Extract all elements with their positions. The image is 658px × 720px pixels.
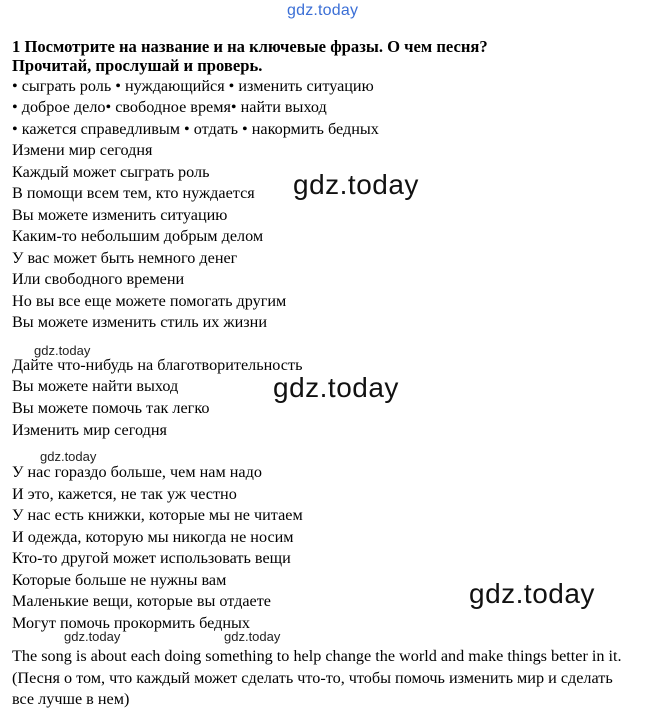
lyric-line: Вы можете найти выход	[12, 377, 179, 395]
lyric-line: Кто-то другой может использовать вещи	[12, 549, 291, 567]
watermark-small: gdz.today	[40, 449, 97, 464]
task-instruction: Прочитай, прослушай и проверь.	[12, 56, 263, 75]
lyric-line: Но вы все еще можете помогать другим	[12, 292, 287, 310]
watermark: gdz.today	[293, 169, 419, 200]
lyric-line: Измени мир сегодня	[12, 141, 153, 159]
watermark-small: gdz.today	[224, 629, 281, 644]
lyric-line: Вы можете изменить ситуацию	[12, 206, 228, 224]
lyric-line: Маленькие вещи, которые вы отдаете	[12, 592, 271, 610]
lyric-line: Изменить мир сегодня	[12, 421, 167, 439]
lyric-line: Которые больше не нужны вам	[12, 571, 227, 589]
lyric-line: У вас может быть немного денег	[12, 249, 238, 267]
lyric-line: Каким-то небольшим добрым делом	[12, 227, 264, 245]
lyric-line: И это, кажется, не так уж честно	[12, 485, 237, 503]
key-phrases-line: • доброе дело• свободное время• найти выход	[12, 98, 327, 116]
lyric-line: У нас гораздо больше, чем нам надо	[12, 463, 262, 481]
lyric-line: Могут помочь прокормить бедных	[12, 614, 250, 632]
task-title: 1 Посмотрите на название и на ключевые фразы. О чем песня?	[12, 37, 488, 56]
watermark: gdz.today	[273, 372, 399, 403]
header-watermark: gdz.today	[287, 2, 359, 19]
lyric-line: Вы можете помочь так легко	[12, 399, 210, 417]
watermark: gdz.today	[469, 578, 595, 609]
lyric-line: Вы можете изменить стиль их жизни	[12, 313, 267, 331]
lyric-line: Дайте что-нибудь на благотворительность	[12, 356, 303, 374]
answer-text: The song is about each doing something to help change the world and make things better in it.(Песня о том, что каждый может сделать что-то, чтобы помочь изменить мир и сделать все лучше в нем)	[12, 647, 622, 708]
lyric-line: В помощи всем тем, кто нуждается	[12, 184, 255, 202]
lyric-line: У нас есть книжки, которые мы не читаем	[12, 506, 303, 524]
key-phrases-line: • сыграть роль • нуждающийся • изменить ситуацию	[12, 77, 374, 95]
lyric-line: Каждый может сыграть роль	[12, 163, 210, 181]
watermark-small: gdz.today	[64, 629, 121, 644]
lyric-line: Или свободного времени	[12, 270, 185, 288]
key-phrases-line: • кажется справедливым • отдать • накормить бедных	[12, 120, 379, 138]
lyric-line: И одежда, которую мы никогда не носим	[12, 528, 294, 546]
watermark-small: gdz.today	[34, 343, 91, 358]
